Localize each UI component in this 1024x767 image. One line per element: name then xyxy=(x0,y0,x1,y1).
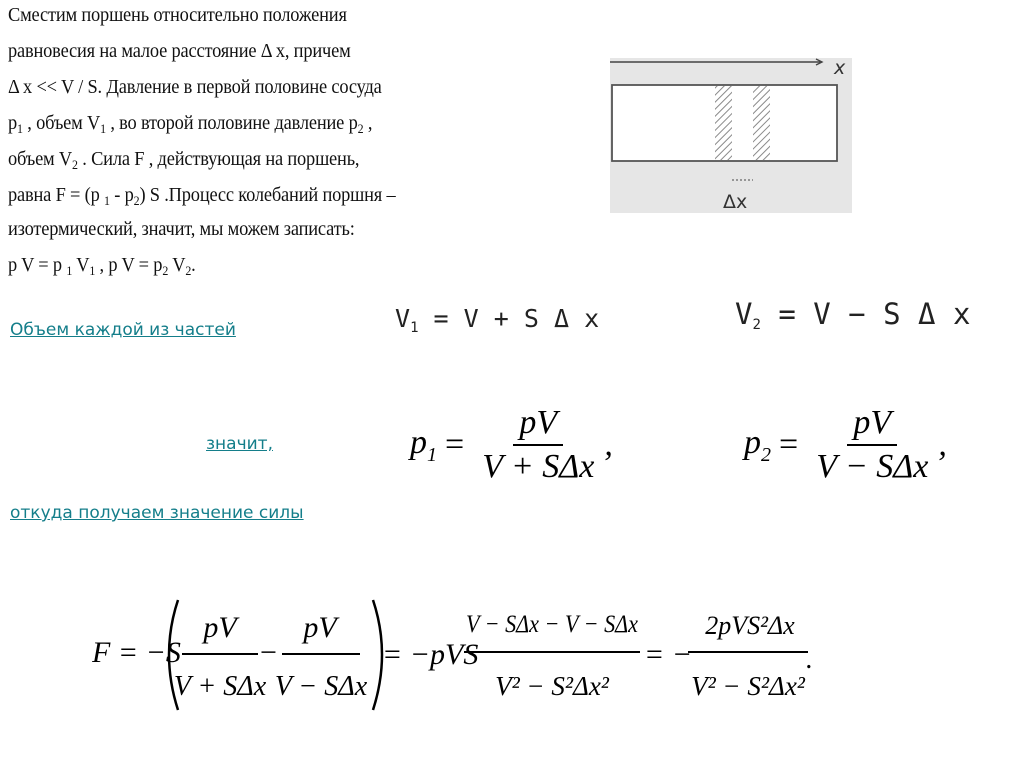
piston-diagram-svg xyxy=(610,58,852,213)
frac3-den: V² − S²Δx² xyxy=(495,671,609,701)
force-label[interactable]: откуда получаем значение силы xyxy=(10,503,304,523)
pressure-eq-1: $p_1$ = $\frac{pV}{\text{V + SΔx}}$ , xyxy=(410,404,613,485)
means-label[interactable]: значит, xyxy=(206,434,273,454)
piston-left xyxy=(715,86,732,160)
frac4-num: 2pVS²Δx xyxy=(705,611,795,640)
force-tail: . xyxy=(806,644,813,675)
scan-line: p V = p $_1$ $V_1$ , p $V = p_2$ $V_2$. xyxy=(8,254,196,278)
piston-diagram xyxy=(610,58,852,213)
scan-line: объем $V_2$ . Сила F , действующая на поршень, xyxy=(8,148,360,172)
gap-label: Δx xyxy=(723,191,748,213)
frac1-num: pV xyxy=(203,611,237,644)
frac3-num: V − SΔx − V − SΔx xyxy=(466,611,638,638)
force-formula xyxy=(92,592,822,717)
piston-right xyxy=(753,86,770,160)
frac4-den: V² − S²Δx² xyxy=(691,671,805,701)
volume-eq-2: $V_2 = V - S$ Δ x xyxy=(735,297,971,333)
scan-line: изотермический, значит, мы можем записать: xyxy=(8,218,355,240)
volume-eq-1: $V_1 = V + S$ Δ x xyxy=(395,304,600,336)
force-mid: = −pVS xyxy=(382,638,479,671)
scan-line: Δ x << V / S. Давление в первой половине сосуда xyxy=(8,76,382,98)
force-eq2: = − xyxy=(644,638,692,671)
scan-line: Сместим поршень относительно положения xyxy=(8,4,347,26)
frac2-num: pV xyxy=(303,611,337,644)
right-paren xyxy=(373,600,382,710)
pressure-eq-2: $p_2$ = $\frac{pV}{\text{V − SΔx}}$ , xyxy=(744,404,947,485)
frac2-den: V − SΔx xyxy=(274,671,368,702)
x-axis-label: x xyxy=(834,58,846,79)
volumes-label[interactable]: Объем каждой из частей xyxy=(10,320,236,340)
fraction: $\frac{pV}{\text{V + SΔx}}$ xyxy=(482,404,595,485)
scan-line: равна F = (p $_1 - p_2$) S .Процесс колебаний поршня – xyxy=(8,184,396,208)
frac1-den: V + SΔx xyxy=(173,671,267,702)
fraction: $\frac{pV}{\text{V − SΔx}}$ xyxy=(816,404,929,485)
scan-line: $p_1$ , объем $V_1$ , во второй половине давление $p_2$ , xyxy=(8,112,373,136)
frac-minus: − xyxy=(260,636,277,669)
scan-text-block xyxy=(0,0,520,290)
force-lhs: F = −S xyxy=(92,636,181,669)
scan-line: равновесия на малое расстояние Δ x, причем xyxy=(8,40,351,62)
